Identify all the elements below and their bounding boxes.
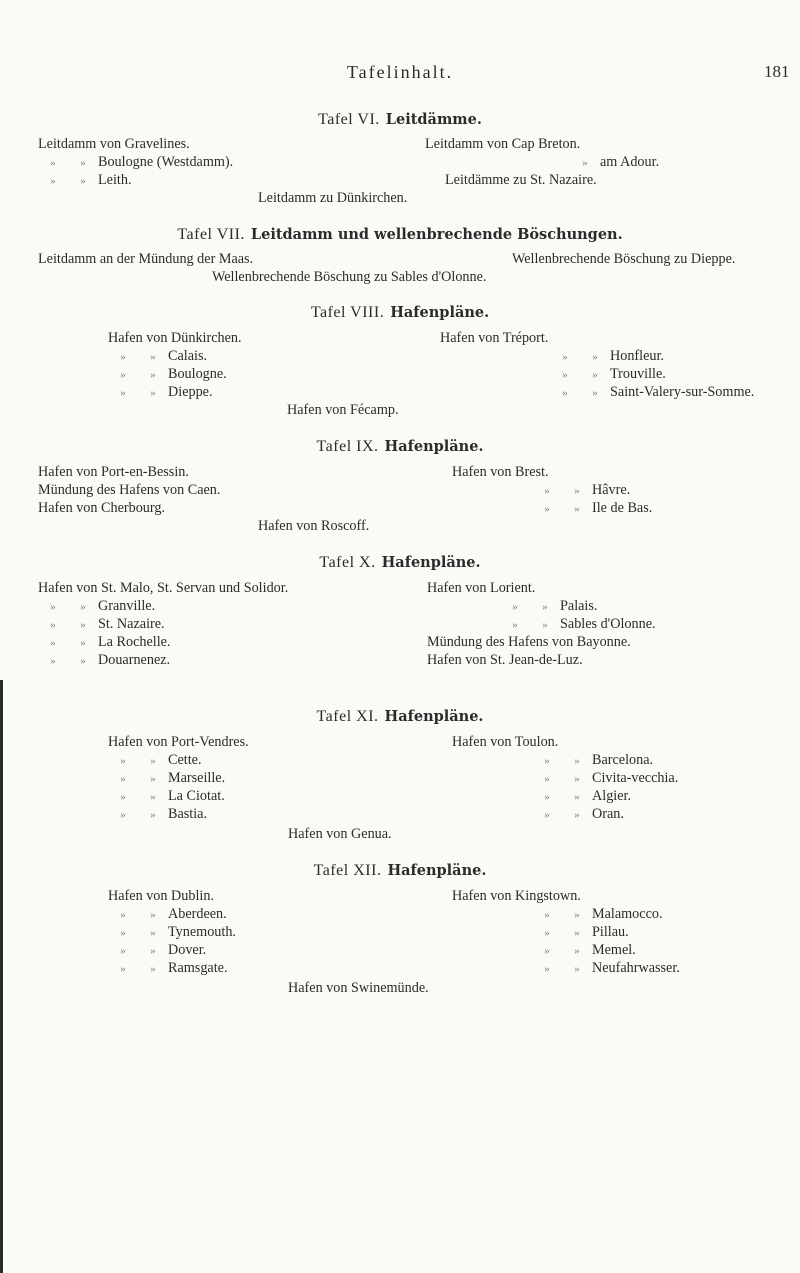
ditto-mark: » <box>80 175 86 187</box>
entry: » » Saint-Valery-sur-Somme. <box>562 384 755 400</box>
entry: » » Granville. <box>50 598 156 614</box>
entry: » » Barcelona. <box>544 752 654 768</box>
entry: Hafen von Swinemünde. <box>288 980 429 996</box>
entry: Hafen von Dublin. <box>108 888 214 904</box>
entry: Leitdamm von Gravelines. <box>38 136 190 152</box>
entry: » » Bastia. <box>120 806 208 822</box>
section-title-tafel-11: Tafel XI. Hafenpläne. <box>316 708 484 725</box>
entry: » » Ramsgate. <box>120 960 228 976</box>
entry: » » Calais. <box>120 348 208 364</box>
entry: » » Palais. <box>512 598 598 614</box>
entry: » » St. Nazaire. <box>50 616 165 632</box>
entry: » » Malamocco. <box>544 906 663 922</box>
entry: Leitdamm von Cap Breton. <box>425 136 581 152</box>
entry: Leitdämme zu St. Nazaire. <box>445 172 597 188</box>
entry: » » La Rochelle. <box>50 634 171 650</box>
page-edge-shadow <box>0 680 3 1273</box>
entry: » » Neufahrwasser. <box>544 960 680 976</box>
header-title: Tafelinhalt. <box>346 62 454 82</box>
entry: » » Boulogne (Westdamm). <box>38 154 233 171</box>
entry: Mündung des Hafens von Caen. <box>38 482 221 498</box>
entry: Hafen von Port-en-Bessin. <box>38 464 189 480</box>
entry: » » Oran. <box>544 806 624 822</box>
entry: Hafen von St. Malo, St. Servan und Solidor. <box>38 580 289 596</box>
section-title-tafel-12: Tafel XII. Hafenpläne. <box>313 862 487 879</box>
ditto-mark: » <box>582 157 588 169</box>
entry: » » Sables d'Olonne. <box>512 616 656 632</box>
page-number: 181 <box>764 62 790 81</box>
entry: » » Aberdeen. <box>120 906 227 922</box>
section-title-tafel-6: Tafel VI. Leitdämme. <box>318 111 482 128</box>
entry: Hafen von Brest. <box>452 464 549 480</box>
entry: Hafen von Port-Vendres. <box>108 734 249 750</box>
entry: Hafen von Cherbourg. <box>38 500 166 516</box>
entry: » » Cette. <box>120 752 202 768</box>
entry: » » Honfleur. <box>562 348 664 364</box>
entry: Hafen von Toulon. <box>452 734 559 750</box>
entry: Mündung des Hafens von Bayonne. <box>427 634 631 650</box>
entry: » » Pillau. <box>544 924 629 940</box>
entry: » am Adour. <box>570 154 659 171</box>
section-title-tafel-10: Tafel X. Hafenpläne. <box>319 554 481 571</box>
entry: » » Tynemouth. <box>120 924 236 940</box>
entry: Hafen von Fécamp. <box>287 402 399 418</box>
entry: Wellenbrechende Böschung zu Sables d'Olonne. <box>212 269 487 285</box>
ditto-mark: » <box>50 175 56 187</box>
entry: Hafen von Genua. <box>288 826 392 842</box>
entry: » » Dover. <box>120 942 207 958</box>
entry: » » La Ciotat. <box>120 788 225 804</box>
section-title-tafel-7: Tafel VII. Leitdamm und wellenbrechende Böschungen. <box>177 226 623 243</box>
section-title-tafel-9: Tafel IX. Hafenpläne. <box>316 438 484 455</box>
entry: Hafen von Kingstown. <box>452 888 581 904</box>
entry: » » Memel. <box>544 942 636 958</box>
entry: Hafen von St. Jean-de-Luz. <box>427 652 583 668</box>
entry: Leitdamm zu Dünkirchen. <box>258 190 408 206</box>
entry: Leitdamm an der Mündung der Maas. <box>38 251 254 267</box>
entry: Hafen von Dünkirchen. <box>108 330 242 346</box>
entry: » » Ile de Bas. <box>544 500 653 516</box>
entry: » » Trouville. <box>562 366 666 382</box>
section-title-tafel-8: Tafel VIII. Hafenpläne. <box>310 304 490 321</box>
entry: » » Algier. <box>544 788 632 804</box>
entry: Wellenbrechende Böschung zu Dieppe. <box>512 251 736 267</box>
entry: » » Leith. <box>38 172 132 189</box>
entry: Hafen von Roscoff. <box>258 518 370 534</box>
entry: » » Dieppe. <box>120 384 213 400</box>
ditto-mark: » <box>80 157 86 169</box>
entry: » » Hâvre. <box>544 482 631 498</box>
entry: » » Civita-vecchia. <box>544 770 679 786</box>
entry: » » Boulogne. <box>120 366 227 382</box>
entry: Hafen von Lorient. <box>427 580 536 596</box>
entry: » » Douarnenez. <box>50 652 171 668</box>
ditto-mark: » <box>50 157 56 169</box>
entry: » » Marseille. <box>120 770 226 786</box>
entry: Hafen von Tréport. <box>440 330 549 346</box>
